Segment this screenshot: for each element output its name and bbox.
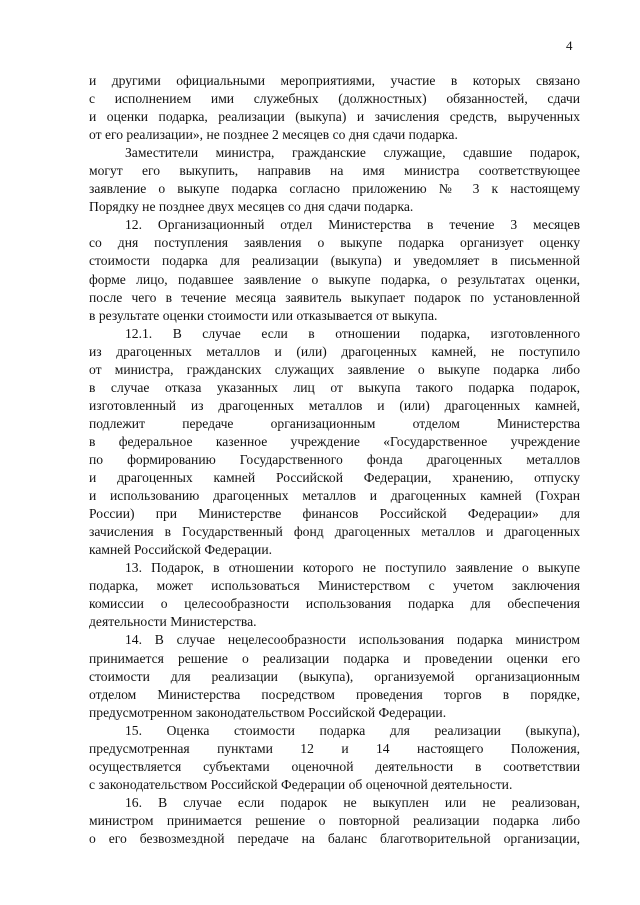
text-line: 15. Оценка стоимости подарка для реализации (выкупа), bbox=[125, 722, 580, 738]
text-line: со дня поступления заявления о выкупе подарка организует оценку bbox=[89, 235, 580, 251]
text-line: 12.1. В случае если в отношении подарка, изготовленного bbox=[125, 325, 580, 341]
text-line: от его реализации», не позднее 2 месяцев со дня сдачи подарка. bbox=[89, 127, 458, 143]
text-line: отделом Министерства посредством проведения торгов в порядке, bbox=[89, 686, 580, 702]
text-line: в федеральное казенное учреждение «Государственное учреждение bbox=[89, 433, 580, 449]
text-line: после чего в течение месяца заявитель выкупает подарок по установленной bbox=[89, 289, 580, 305]
text-line: 16. В случае если подарок не выкуплен или не реализован, bbox=[125, 794, 580, 810]
text-line: с исполнением ими служебных (должностных) обязанностей, сдачи bbox=[89, 91, 580, 107]
text-line: в случае отказа указанных лиц от выкупа такого подарка подарок, bbox=[89, 379, 580, 395]
text-line: из драгоценных металлов и (или) драгоценных камней, не поступило bbox=[89, 343, 580, 359]
text-line: осуществляется субъектами оценочной деятельности в соответствии bbox=[89, 758, 580, 774]
text-line: комиссии о целесообразности использования подарка для обеспечения bbox=[89, 596, 580, 612]
text-line: о его безвозмездной передаче на баланс благотворительной организации, bbox=[89, 830, 580, 846]
text-line: зачисления в Государственный фонд драгоценных металлов и драгоценных bbox=[89, 524, 580, 540]
text-line: и драгоценных камней Российской Федерации, хранению, отпуску bbox=[89, 470, 580, 486]
page-number: 4 bbox=[566, 38, 573, 53]
text-line: России) при Министерстве финансов Российской Федерации» для bbox=[89, 506, 580, 522]
text-line: стоимости подарка для реализации (выкупа) и уведомляет в письменной bbox=[89, 253, 580, 269]
text-line: принимается решение о реализации подарка и проведении оценки его bbox=[89, 650, 580, 666]
text-line: форме лицо, подавшее заявление о выкупе подарка, о результатах оценки, bbox=[89, 271, 580, 287]
text-line: в результате оценки стоимости или отказывается от выкупа. bbox=[89, 307, 438, 323]
text-line: стоимости для реализации (выкупа), организуемой организационным bbox=[89, 668, 580, 684]
text-line: и использованию драгоценных металлов и драгоценных камней (Гохран bbox=[89, 488, 580, 504]
text-line: и оценки подарка, реализации (выкупа) и зачисления средств, вырученных bbox=[89, 109, 580, 125]
text-line: 13. Подарок, в отношении которого не поступило заявление о выкупе bbox=[125, 560, 580, 576]
text-line: изготовленный из драгоценных металлов и (или) драгоценных камней, bbox=[89, 397, 580, 413]
text-line: подарка, может использоваться Министерством с учетом заключения bbox=[89, 578, 580, 594]
text-line: от министра, гражданских служащих заявление о выкупе подарка либо bbox=[89, 361, 580, 377]
text-line: по формированию Государственного фонда драгоценных металлов bbox=[89, 451, 580, 467]
text-line: предусмотренном законодательством Российской Федерации. bbox=[89, 704, 447, 720]
text-line: камней Российской Федерации. bbox=[89, 542, 273, 558]
text-line: могут его выкупить, направив на имя министра соответствующее bbox=[89, 163, 580, 179]
text-line: подлежит передаче организационным отделом Министерства bbox=[89, 415, 580, 431]
text-line: 12. Организационный отдел Министерства в течение 3 месяцев bbox=[125, 217, 580, 233]
text-line: Заместители министра, гражданские служащие, сдавшие подарок, bbox=[125, 145, 580, 161]
text-line: министром принимается решение о повторной реализации подарка либо bbox=[89, 812, 580, 828]
text-line: Порядку не позднее двух месяцев со дня сдачи подарка. bbox=[89, 199, 414, 215]
text-line: деятельности Министерства. bbox=[89, 614, 257, 630]
text-line: заявление о выкупе подарка согласно приложению № 3 к настоящему bbox=[89, 181, 580, 197]
text-line: 14. В случае нецелесообразности использования подарка министром bbox=[125, 632, 580, 648]
text-line: предусмотренная пунктами 12 и 14 настоящего Положения, bbox=[89, 740, 580, 756]
document-body bbox=[89, 72, 580, 848]
text-line: и другими официальными мероприятиями, участие в которых связано bbox=[89, 73, 580, 88]
text-line: с законодательством Российской Федерации об оценочной деятельности. bbox=[89, 776, 513, 792]
